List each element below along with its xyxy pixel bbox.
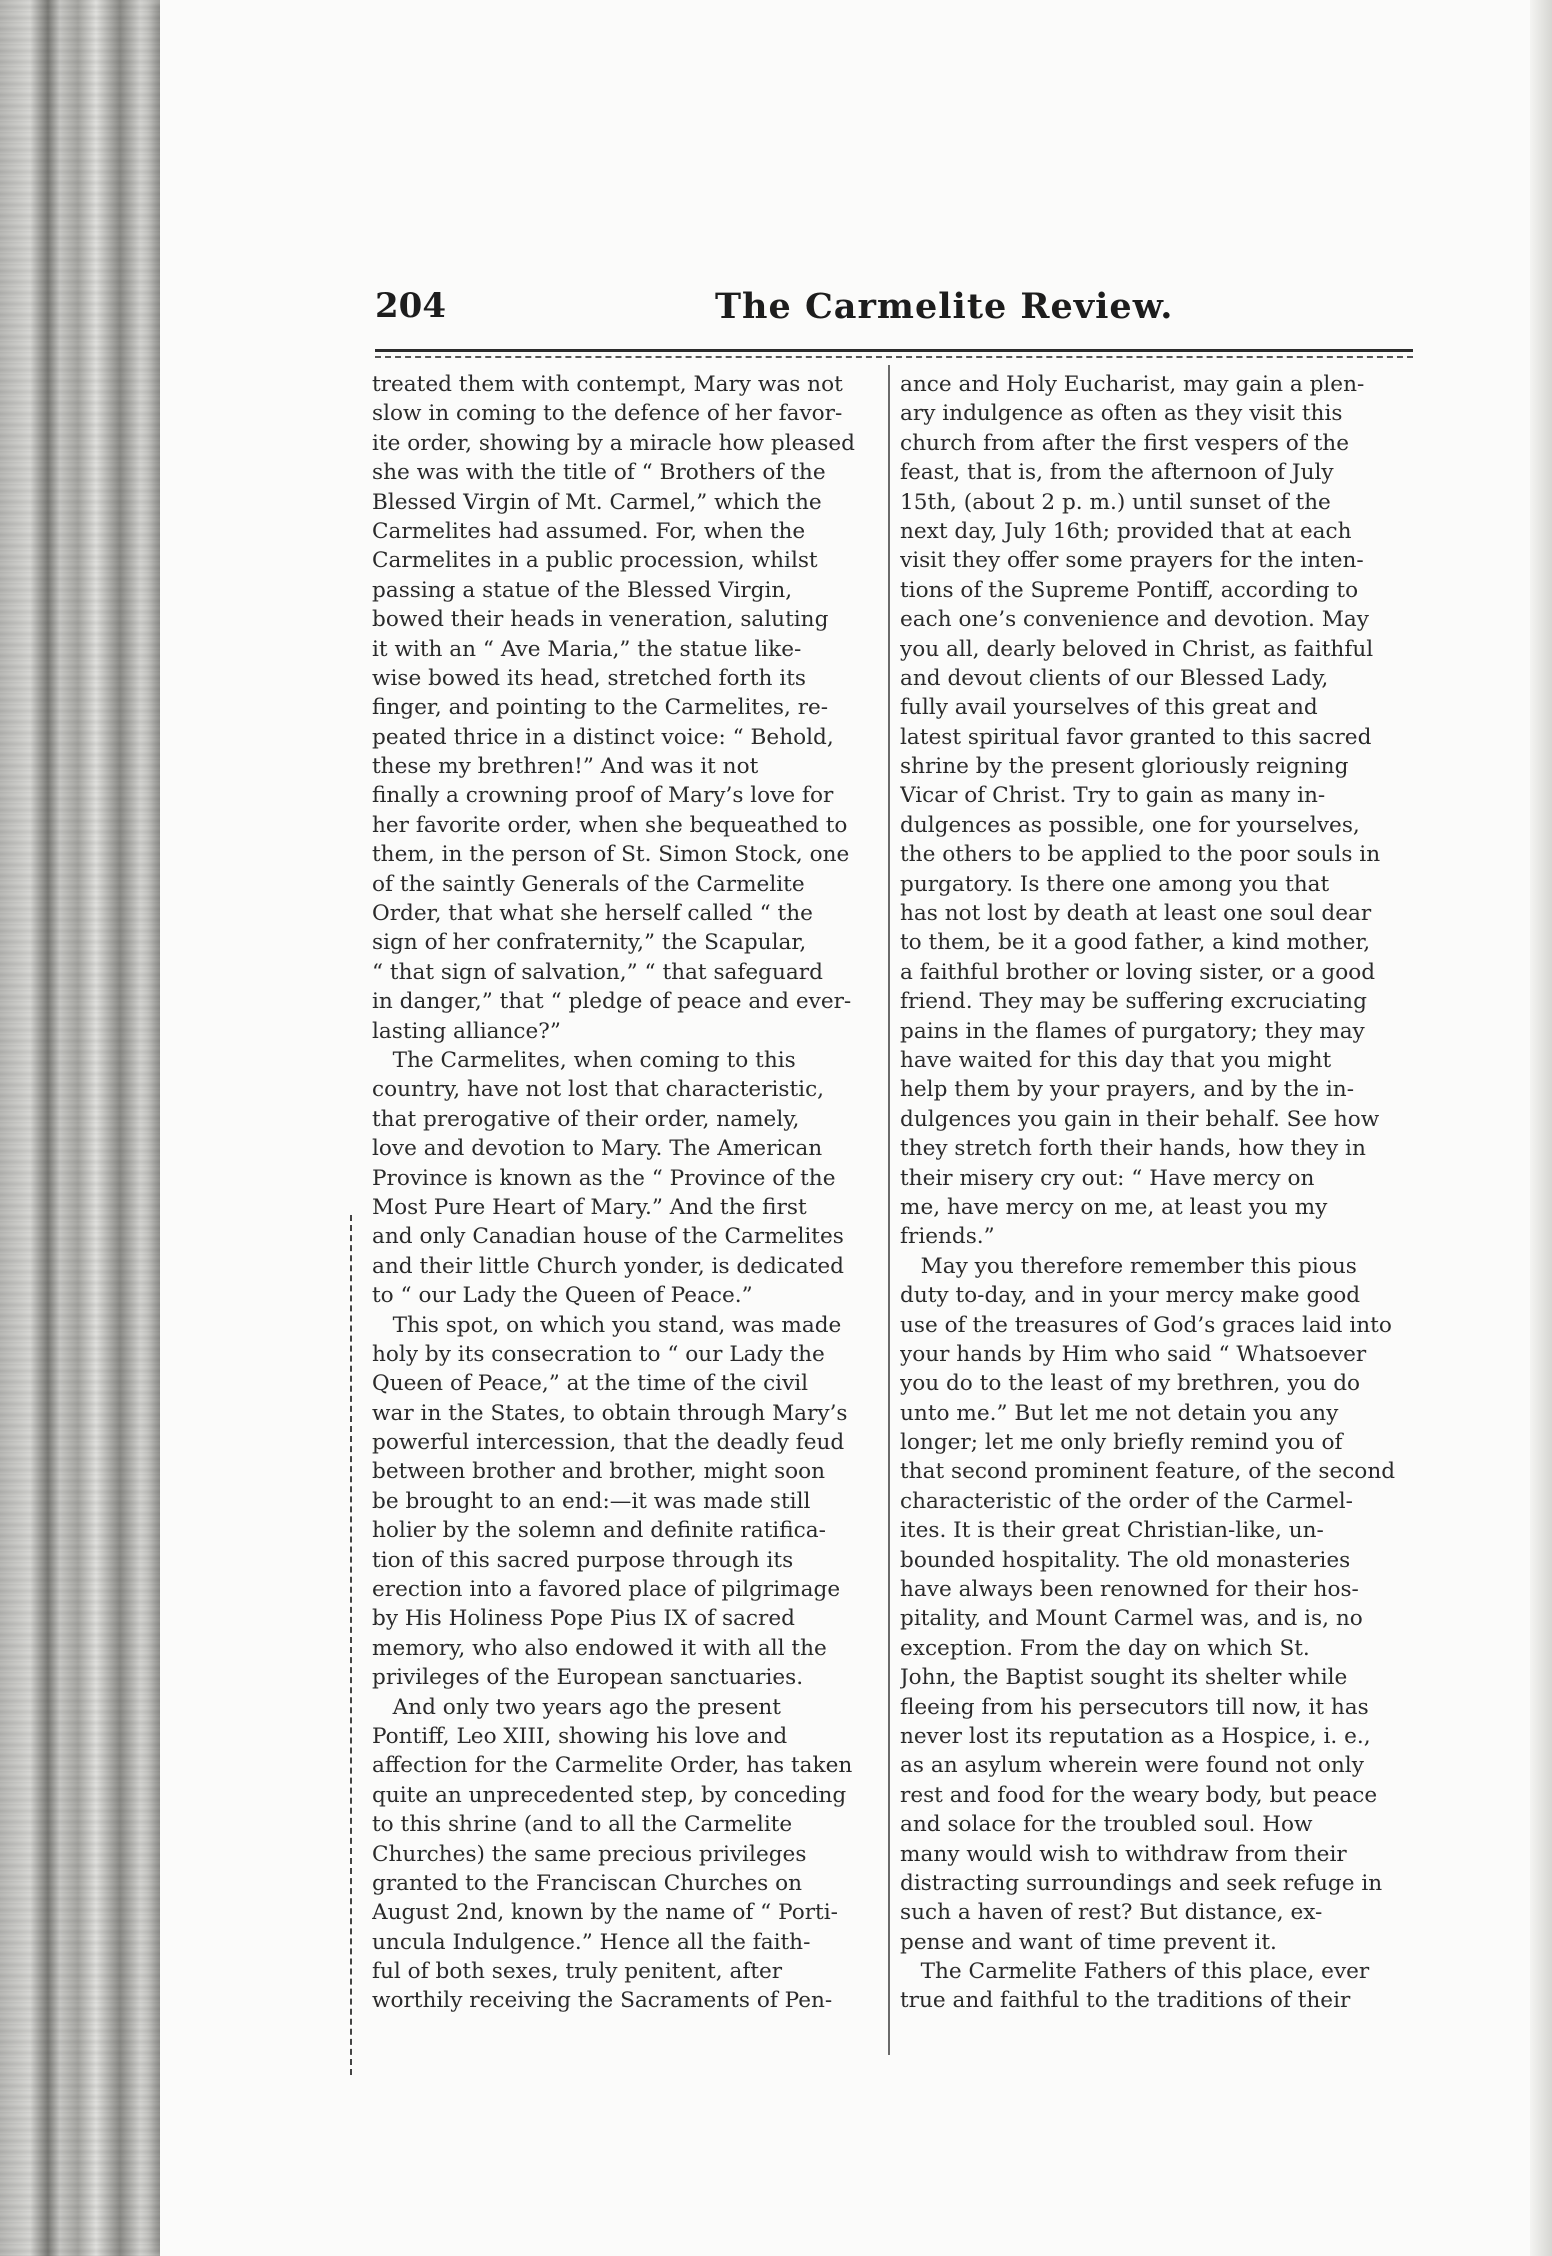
text-line: of the saintly Generals of the Carmelite [372,871,805,897]
text-line: exception. From the day on which St. [900,1635,1310,1661]
text-line: Province is known as the “ Province of the [372,1165,836,1191]
text-line: purgatory. Is there one among you that [900,871,1330,897]
text-line: peated thrice in a distinct voice: “ Behold, [372,724,834,750]
text-line: such a haven of rest? But distance, ex- [900,1900,1323,1926]
text-line: these my brethren!” And was it not [372,754,759,780]
text-line: war in the States, to obtain through Mary’s [372,1400,848,1426]
text-line: fully avail yourselves of this great and [900,695,1318,721]
text-line: next day, July 16th; provided that at each [900,518,1352,544]
text-line: visit they offer some prayers for the inten- [900,548,1364,574]
text-line: it with an “ Ave Maria,” the statue like- [372,636,802,662]
text-line: and their little Church yonder, is dedicated [372,1253,844,1279]
text-line: a faithful brother or loving sister, or a good [900,959,1376,985]
text-line: This spot, on which you stand, was made [372,1312,842,1338]
text-line: and only Canadian house of the Carmelites [372,1224,844,1250]
text-line: and solace for the troubled soul. How [900,1812,1313,1838]
text-line: unto me.” But let me not detain you any [900,1400,1339,1426]
text-line: each one’s convenience and devotion. May [900,607,1369,633]
text-line: Vicar of Christ. Try to gain as many in- [900,783,1326,809]
header-rule [375,349,1413,352]
text-line: May you therefore remember this pious [900,1253,1357,1279]
text-line: ite order, showing by a miracle how pleased [372,430,855,456]
text-line: pains in the flames of purgatory; they may [900,1018,1365,1044]
text-line: uncula Indulgence.” Hence all the faith- [372,1929,811,1955]
text-line: finger, and pointing to the Carmelites, re- [372,695,829,721]
text-line: many would wish to withdraw from their [900,1841,1347,1867]
text-line: by His Holiness Pope Pius IX of sacred [372,1606,795,1632]
text-line: holy by its consecration to “ our Lady the [372,1341,825,1367]
text-line: that prerogative of their order, namely, [372,1106,800,1132]
text-line: And only two years ago the present [372,1694,781,1720]
text-line: powerful intercession, that the deadly feud [372,1430,845,1456]
text-line: Churches) the same precious privileges [372,1841,807,1867]
text-line: Blessed Virgin of Mt. Carmel,” which the [372,489,822,515]
text-line: her favorite order, when she bequeathed to [372,812,848,838]
text-line: holier by the solemn and definite ratifica- [372,1518,826,1544]
text-line: tions of the Supreme Pontiff, according to [900,577,1359,603]
text-line: longer; let me only briefly remind you of [900,1430,1343,1456]
text-line: your hands by Him who said “ Whatsoever [900,1341,1367,1367]
text-line: bowed their heads in veneration, saluting [372,607,829,633]
text-line: distracting surroundings and seek refuge in [900,1870,1383,1896]
journal-title: The Carmelite Review. [715,286,1174,327]
text-line: finally a crowning proof of Mary’s love for [372,783,834,809]
text-line: she was with the title of “ Brothers of the [372,460,826,486]
text-line: bounded hospitality. The old monasteries [900,1547,1351,1573]
text-line: tion of this sacred purpose through its [372,1547,794,1573]
text-line: Carmelites in a public procession, whilst [372,548,818,574]
column-divider [888,365,890,2055]
text-line: you all, dearly beloved in Christ, as faithful [900,636,1374,662]
text-line: wise bowed its head, stretched forth its [372,665,806,691]
text-line: friend. They may be suffering excruciating [900,989,1367,1015]
margin-pencil-mark [350,1215,352,2075]
text-line: Most Pure Heart of Mary.” And the first [372,1194,807,1220]
text-line: pense and want of time prevent it. [900,1929,1277,1955]
text-line: their misery cry out: “ Have mercy on [900,1165,1315,1191]
text-line: worthily receiving the Sacraments of Pen- [372,1988,833,2014]
text-line: fleeing from his persecutors till now, it has [900,1694,1369,1720]
text-line: Queen of Peace,” at the time of the civil [372,1371,809,1397]
text-line: privileges of the European sanctuaries. [372,1665,804,1691]
text-line: country, have not lost that characteristic, [372,1077,825,1103]
right-column [900,370,1405,2016]
text-line: as an asylum wherein were found not only [900,1753,1364,1779]
header-rule-dashed [375,356,1413,360]
text-line: affection for the Carmelite Order, has taken [372,1753,853,1779]
text-line: have always been renowned for their hos- [900,1577,1359,1603]
running-head [375,286,1415,342]
text-line: August 2nd, known by the name of “ Porti- [372,1900,838,1926]
text-line: ary indulgence as often as they visit this [900,401,1343,427]
text-line: shrine by the present gloriously reigning [900,754,1349,780]
text-line: quite an unprecedented step, by conceding [372,1782,847,1808]
text-line: they stretch forth their hands, how they in [900,1136,1366,1162]
text-line: memory, who also endowed it with all the [372,1635,827,1661]
text-line: to them, be it a good father, a kind mother, [900,930,1371,956]
text-line: erection into a favored place of pilgrimage [372,1577,841,1603]
text-line: lasting alliance?” [372,1018,561,1044]
text-line: pitality, and Mount Carmel was, and is, no [900,1606,1363,1632]
text-line: latest spiritual favor granted to this sacred [900,724,1372,750]
text-line: granted to the Franciscan Churches on [372,1870,803,1896]
text-line: that second prominent feature, of the second [900,1459,1396,1485]
text-line: John, the Baptist sought its shelter while [900,1665,1348,1691]
text-line: use of the treasures of God’s graces laid into [900,1312,1392,1338]
text-line: to “ our Lady the Queen of Peace.” [372,1283,753,1309]
text-line: to this shrine (and to all the Carmelite [372,1812,793,1838]
text-line: Pontiff, Leo XIII, showing his love and [372,1723,788,1749]
text-line: me, have mercy on me, at least you my [900,1194,1328,1220]
text-line: ites. It is their great Christian-like, un- [900,1518,1324,1544]
text-line: The Carmelite Fathers of this place, ever [900,1959,1370,1985]
text-line: dulgences you gain in their behalf. See how [900,1106,1380,1132]
text-line: have waited for this day that you might [900,1047,1332,1073]
text-line: between brother and brother, might soon [372,1459,826,1485]
text-line: be brought to an end:—it was made still [372,1488,811,1514]
text-line: the others to be applied to the poor souls in [900,842,1381,868]
text-line: ance and Holy Eucharist, may gain a plen- [900,372,1365,397]
text-line: ful of both sexes, truly penitent, after [372,1959,783,1985]
text-line: Carmelites had assumed. For, when the [372,518,806,544]
text-line: in danger,” that “ pledge of peace and ever- [372,989,852,1015]
left-column [372,370,877,2016]
text-line: them, in the person of St. Simon Stock, one [372,842,850,868]
text-line: slow in coming to the defence of her favor- [372,401,843,427]
text-line: Order, that what she herself called “ the [372,901,813,927]
text-line: true and faithful to the traditions of their [900,1988,1351,2014]
page-number: 204 [375,286,446,326]
text-line: characteristic of the order of the Carmel- [900,1488,1353,1514]
text-line: sign of her confraternity,” the Scapular, [372,930,807,956]
text-line: church from after the first vespers of the [900,430,1349,456]
text-line: never lost its reputation as a Hospice, i. e., [900,1723,1371,1749]
text-line: you do to the least of my brethren, you do [900,1371,1361,1397]
text-line: and devout clients of our Blessed Lady, [900,665,1329,691]
text-line: duty to-day, and in your mercy make good [900,1283,1361,1309]
text-line: friends.” [900,1224,995,1250]
text-line: “ that sign of salvation,” “ that safeguard [372,959,823,985]
text-line: The Carmelites, when coming to this [372,1047,796,1073]
text-line: 15th, (about 2 p. m.) until sunset of the [900,489,1331,515]
text-line: passing a statue of the Blessed Virgin, [372,577,793,603]
text-line: feast, that is, from the afternoon of July [900,460,1334,486]
text-line: rest and food for the weary body, but peace [900,1782,1378,1808]
text-line: love and devotion to Mary. The American [372,1136,823,1162]
text-line: has not lost by death at least one soul dear [900,901,1372,927]
text-line: treated them with contempt, Mary was not [372,372,843,397]
text-line: help them by your prayers, and by the in- [900,1077,1354,1103]
text-line: dulgences as possible, one for yourselves, [900,812,1360,838]
